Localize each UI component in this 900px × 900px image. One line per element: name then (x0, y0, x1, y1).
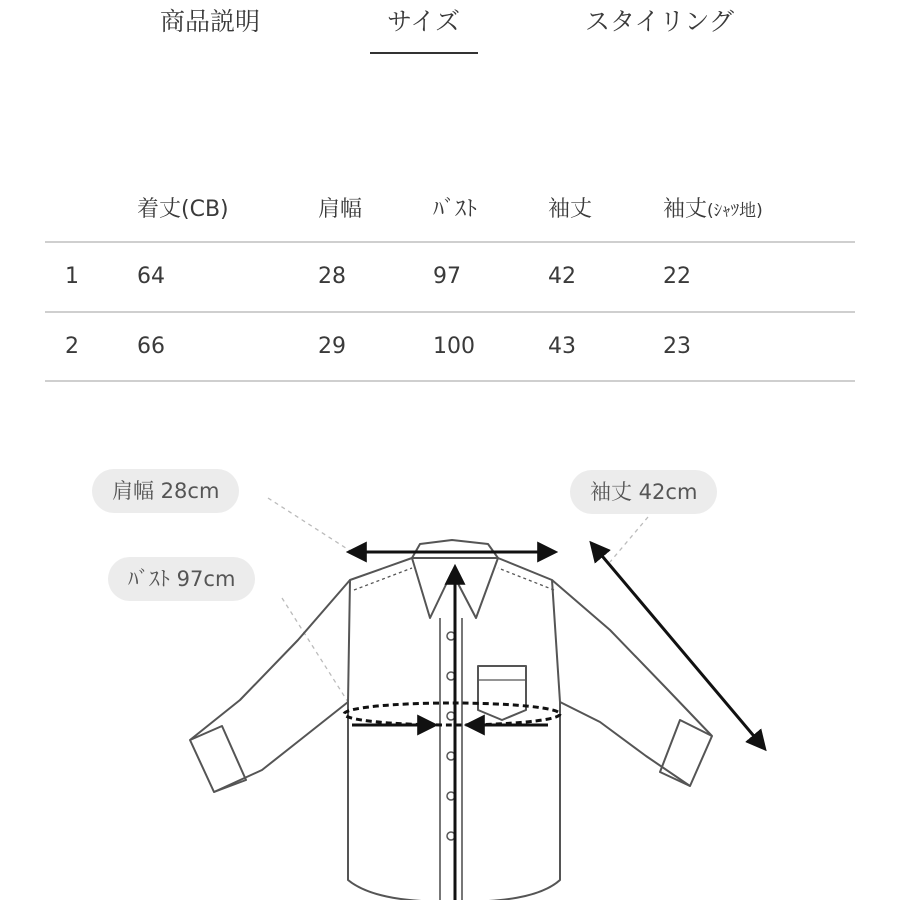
cell-sleeve-shirt: 23 (663, 334, 691, 359)
header-length: 着丈(CB) (137, 197, 229, 222)
tab-bar (0, 0, 900, 60)
header-sleeve-shirt (663, 192, 763, 223)
table-divider (45, 241, 855, 243)
header-shoulder: 肩幅 (318, 197, 363, 222)
cell-shoulder: 29 (318, 334, 346, 359)
cell-sleeve: 42 (548, 264, 576, 289)
cell-length: 66 (137, 334, 165, 359)
header-bust: ﾊﾞｽﾄ (433, 197, 478, 222)
header-sleeve: 袖丈 (548, 197, 593, 222)
measurement-diagram (0, 440, 900, 900)
cell-size: 2 (65, 334, 79, 359)
table-divider (45, 311, 855, 313)
cell-length: 64 (137, 264, 165, 289)
active-tab-indicator (370, 52, 478, 54)
sleeve-arrow (592, 544, 764, 748)
cell-size: 1 (65, 264, 79, 289)
tab-product-description[interactable]: 商品説明 (160, 7, 261, 36)
tab-styling[interactable]: スタイリング (585, 7, 735, 36)
header-sleeve-shirt-note: (ｼｬﾂ地) (707, 201, 763, 221)
cell-sleeve-shirt: 22 (663, 264, 691, 289)
cell-sleeve: 43 (548, 334, 576, 359)
bust-label: ﾊﾞｽﾄ 97cm (108, 557, 255, 601)
header-sleeve-shirt-label: 袖丈 (663, 197, 708, 222)
cell-bust: 100 (433, 334, 475, 359)
cell-bust: 97 (433, 264, 461, 289)
cell-shoulder: 28 (318, 264, 346, 289)
sleeve-label: 袖丈 42cm (570, 470, 717, 514)
tab-size[interactable]: サイズ (387, 7, 461, 36)
table-divider (45, 380, 855, 382)
shoulder-label: 肩幅 28cm (92, 469, 239, 513)
